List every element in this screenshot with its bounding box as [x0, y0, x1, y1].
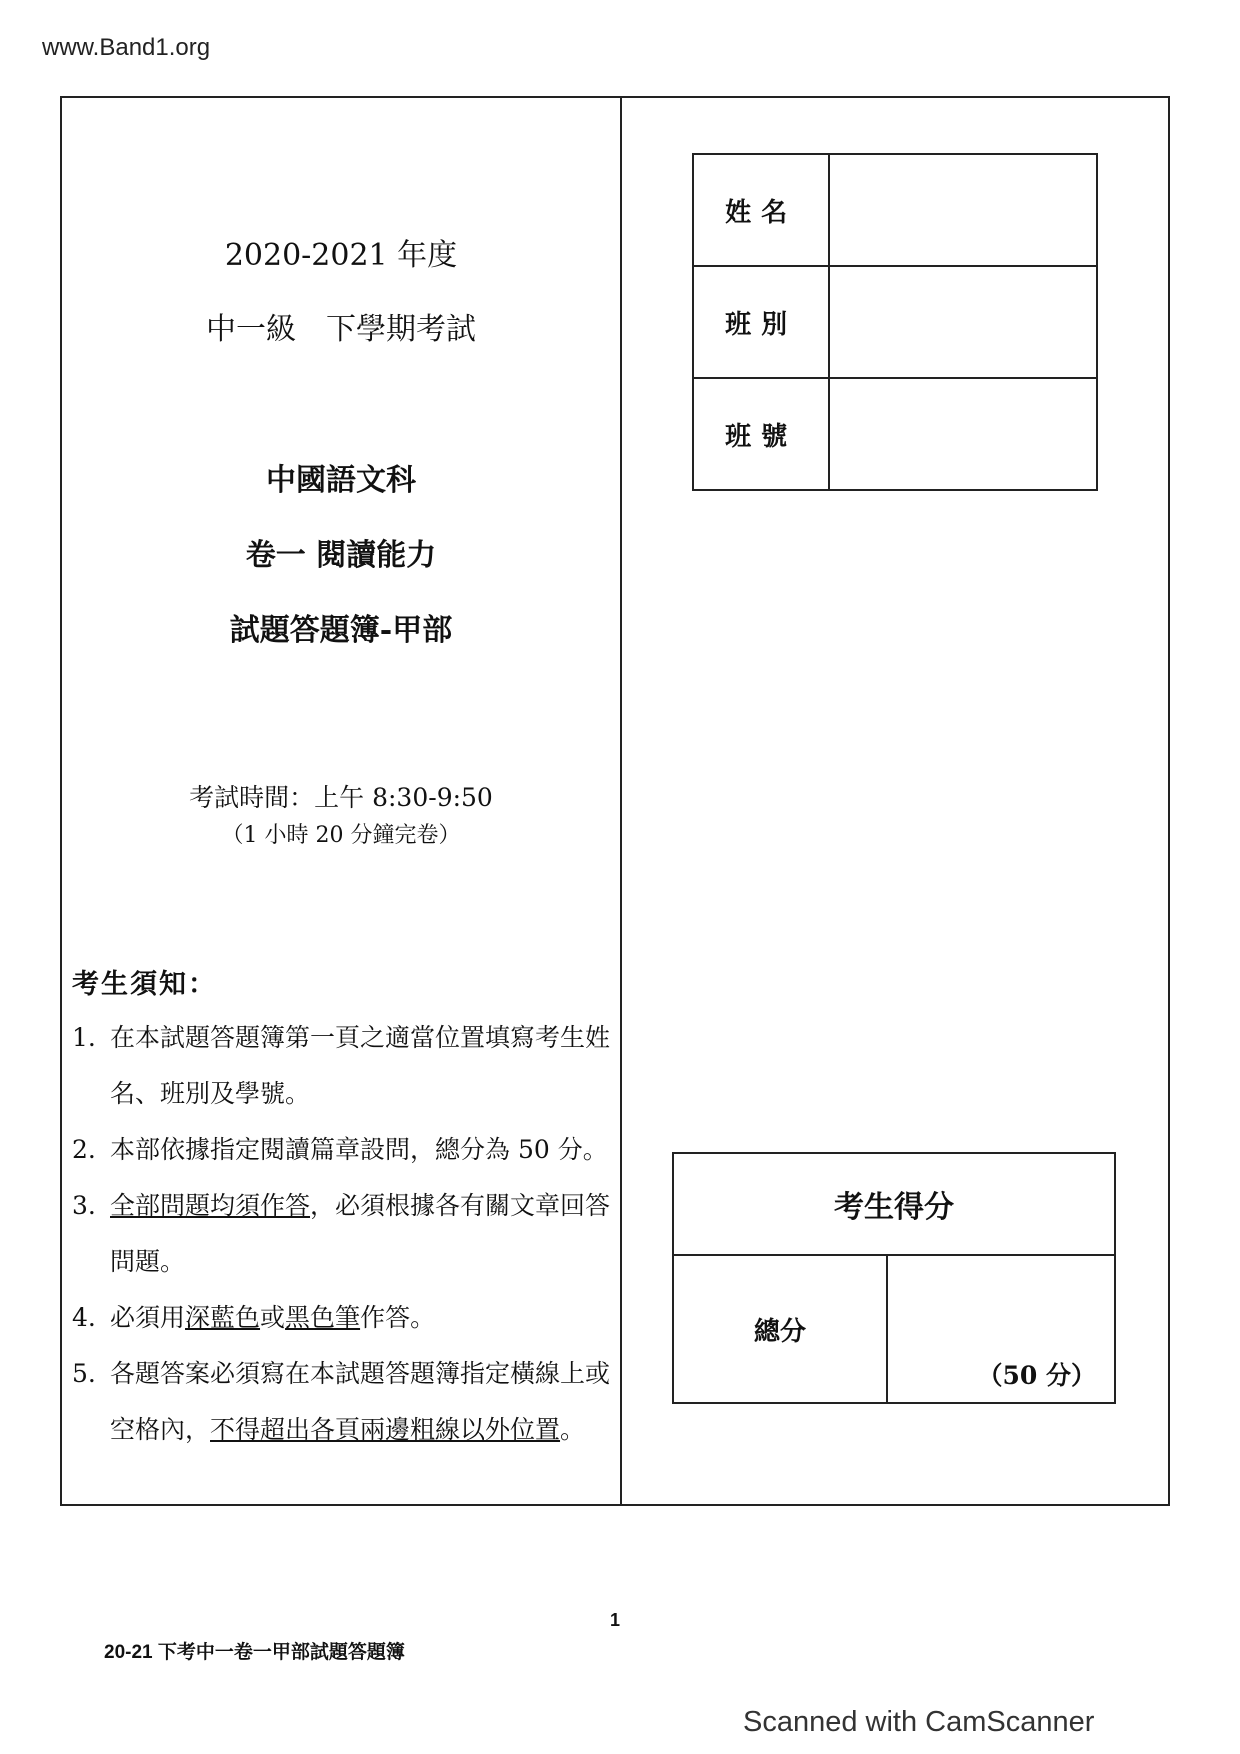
instruction-text-rest: 作答。 [360, 1303, 436, 1332]
score-box [672, 1152, 1116, 1404]
underlined-text: 不得超出各頁兩邊粗線以外位置 [210, 1415, 561, 1444]
class-field[interactable] [829, 266, 1097, 378]
total-max-score: （50 分） [977, 1361, 1096, 1390]
paper-title: 卷一 閱讀能力 [245, 538, 437, 573]
instructions-title: 考生須知： [72, 969, 217, 1000]
instruction-text [110, 1290, 612, 1346]
instruction-text [110, 1346, 612, 1458]
page-number: 1 [610, 1610, 621, 1630]
class-number-field[interactable] [829, 378, 1097, 490]
class-number-label: 班號 [693, 378, 829, 490]
booklet-title: 試題答題簿-甲部 [229, 613, 453, 648]
instruction-item [72, 1122, 612, 1178]
instruction-item [72, 1290, 612, 1346]
underlined-text: 全部問題均須作答 [110, 1191, 311, 1220]
center-divider [620, 98, 622, 1504]
student-info-table [692, 153, 1098, 491]
underlined-text: 黑色筆 [285, 1303, 361, 1332]
instructions-list [72, 1010, 612, 1458]
exam-title: 中一級 下學期考試 [206, 312, 476, 347]
instruction-text-rest: ，必須根據各有關文章回答問題。 [110, 1191, 611, 1276]
name-row [693, 154, 1097, 266]
total-label: 總分 [674, 1256, 888, 1402]
instruction-item [72, 1178, 612, 1290]
class-row [693, 266, 1097, 378]
instruction-text-mid: 或 [260, 1303, 286, 1332]
instruction-text-rest: 。 [560, 1415, 586, 1444]
subject-title: 中國語文科 [266, 463, 416, 498]
instruction-number: 2. [72, 1135, 96, 1164]
instruction-item [72, 1010, 612, 1122]
footer-title: 20-21 下考中一卷一甲部試題答題簿 [104, 1642, 405, 1663]
instruction-text [110, 1178, 612, 1290]
academic-year: 2020-2021 年度 [224, 238, 458, 273]
name-field[interactable] [829, 154, 1097, 266]
name-label: 姓名 [693, 154, 829, 266]
instruction-text: 在本試題答題簿第一頁之適當位置填寫考生姓名、班別及學號。 [110, 1023, 611, 1108]
exam-duration: （1 小時 20 分鐘完卷） [221, 823, 461, 848]
class-label: 班別 [693, 266, 829, 378]
scanner-watermark: Scanned with CamScanner [743, 1706, 1095, 1738]
instruction-text: 本部依據指定閱讀篇章設問，總分為 50 分。 [110, 1135, 608, 1164]
underlined-text: 深藍色 [185, 1303, 261, 1332]
instruction-number: 1. [72, 1023, 96, 1052]
instruction-item [72, 1346, 612, 1458]
instruction-number: 3. [72, 1191, 96, 1220]
number-row [693, 378, 1097, 490]
instruction-number: 5. [72, 1359, 96, 1388]
exam-time: 考試時間：上午 8:30-9:50 [189, 783, 493, 812]
score-title: 考生得分 [674, 1154, 1114, 1256]
instruction-text-pre: 各題答案必須寫在本試題答題簿指定橫線上或空格內， [110, 1359, 611, 1444]
instruction-number: 4. [72, 1303, 96, 1332]
instruction-text-pre: 必須用 [110, 1303, 186, 1332]
watermark-url: www.Band1.org [42, 34, 211, 61]
